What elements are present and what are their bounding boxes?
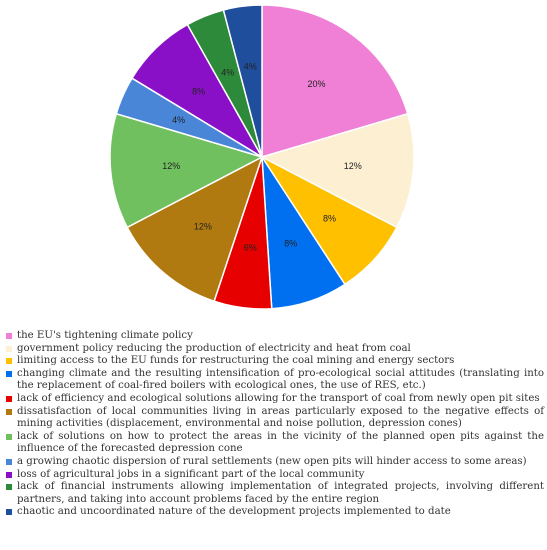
legend-label: lack of financial instruments allowing implementation of integrated projects, involving different partners, and taking into account problems faced by the entire region	[17, 481, 544, 505]
legend-label: chaotic and uncoordinated nature of the development projects implemented to date	[17, 506, 451, 518]
legend-swatch	[6, 371, 12, 377]
legend-label: lack of solutions on how to protect the areas in the vicinity of the planned open pits against the influence of the forecasted depression cone	[17, 430, 544, 455]
legend-item	[6, 456, 544, 469]
legend-swatch	[6, 509, 12, 515]
legend-swatch	[6, 484, 12, 490]
slice-data-label: 8%	[284, 238, 298, 249]
legend-item	[6, 406, 544, 431]
legend-swatch	[6, 434, 12, 440]
slice-data-label: 12%	[193, 221, 212, 232]
legend-item	[6, 469, 544, 482]
legend-label: lack of efficiency and ecological solutions allowing for the transport of coal from newly open pit sites	[17, 392, 540, 404]
legend-label: the EU's tightening climate policy	[17, 330, 193, 341]
slice-data-label: 20%	[307, 78, 326, 89]
slice-data-label: 4%	[243, 61, 257, 72]
slice-data-label: 4%	[172, 115, 186, 126]
legend-item	[6, 368, 544, 393]
slice-data-label: 6%	[243, 242, 257, 253]
legend-item	[6, 506, 544, 519]
slice-data-label: 8%	[192, 86, 206, 97]
legend-item	[6, 431, 544, 456]
slice-data-label: 8%	[322, 213, 337, 224]
slice-data-label: 12%	[343, 160, 362, 171]
slice-data-label: 12%	[162, 160, 181, 171]
legend-item	[6, 393, 544, 406]
legend	[6, 330, 544, 519]
legend-item	[6, 343, 544, 356]
legend-label: a growing chaotic dispersion of rural settlements (new open pits will hinder access to some areas)	[17, 455, 527, 467]
legend-label: loss of agricultural jobs in a significant part of the local community	[17, 468, 365, 480]
legend-item	[6, 355, 544, 368]
legend-swatch	[6, 409, 12, 415]
legend-swatch	[6, 333, 12, 339]
legend-item	[6, 481, 544, 506]
legend-swatch	[6, 346, 12, 352]
legend-swatch	[6, 396, 12, 402]
legend-item	[6, 330, 544, 343]
legend-swatch	[6, 358, 12, 364]
legend-swatch	[6, 459, 12, 465]
legend-label: changing climate and the resulting intensification of pro-ecological social attitudes (translating into the replacement of coal-fired boilers with ecological ones, the use of RES, etc.)	[17, 367, 544, 392]
legend-label: dissatisfaction of local communities living in areas particularly exposed to the negative effects of mining activities (displacement, environmental and noise pollution, depression cones)	[17, 405, 544, 430]
legend-swatch	[6, 472, 12, 478]
legend-label: government policy reducing the production of electricity and heat from coal	[17, 342, 411, 354]
slice-data-label: 4%	[221, 67, 235, 78]
legend-label: limiting access to the EU funds for restructuring the coal mining and energy sectors	[17, 355, 455, 367]
